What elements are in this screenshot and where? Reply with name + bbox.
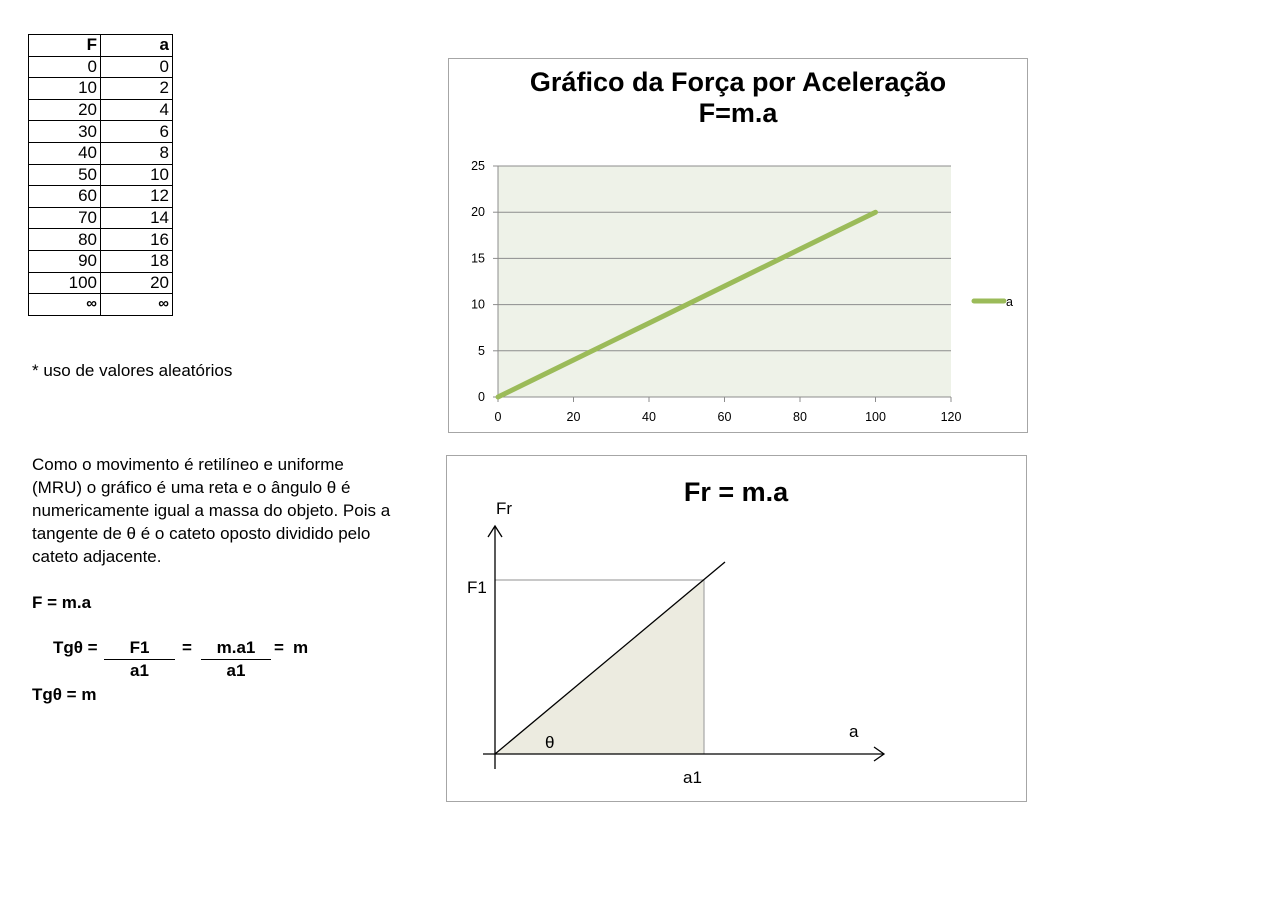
table-row [29,207,173,229]
cell-f: 100 [29,272,101,294]
cell-f: 50 [29,164,101,186]
cell-a: 8 [101,142,173,164]
x-tick-label: 40 [642,410,656,424]
table-row [29,78,173,100]
x-tick-label: 0 [494,410,502,424]
fraction-ma1-a1 [201,638,271,682]
cell-f: 30 [29,121,101,143]
formula-main: F = m.a [32,593,92,612]
fraction-denominator: a1 [226,661,246,680]
cell-f: 90 [29,250,101,272]
cell-f: 20 [29,99,101,121]
legend-label: a [1006,295,1013,309]
data-table [28,34,173,316]
column-header-a: a [101,35,173,57]
table-row [29,164,173,186]
cell-f: 10 [29,78,101,100]
note-random-values: * uso de valores aleatórios [32,361,233,380]
f1-label: F1 [467,578,487,597]
y-tick-label: 20 [471,205,485,220]
fraction-numerator: m.a1 [201,638,271,660]
table-row [29,272,173,294]
chart-title: Gráfico da Força por Aceleração [529,67,947,97]
force-diagram [446,455,1027,802]
x-tick-label: 60 [717,410,732,424]
table-body [29,56,173,315]
equals-sign: = [274,638,284,657]
force-acceleration-chart [448,58,1028,433]
table-row [29,142,173,164]
tg-label: Tgθ = [53,638,98,657]
cell-a: 18 [101,250,173,272]
cell-a: ∞ [101,294,173,316]
cell-f: 0 [29,56,101,78]
y-tick-label: 0 [478,390,485,404]
explanation-paragraph: Como o movimento é retilíneo e uniforme (MRU) o gráfico é uma reta e o ângulo θ é numericamente igual a massa do objeto. Pois a tangente de θ é o cateto oposto dividido pelo cateto adjacente. [32,455,391,566]
table-header-row [29,35,173,57]
table-row [29,229,173,251]
y-tick-label: 25 [471,159,485,173]
cell-f: 40 [29,142,101,164]
cell-f: 60 [29,186,101,208]
fraction-denominator: a1 [130,661,149,680]
table-row [29,121,173,143]
diagram-title: Fr = m.a [683,477,789,507]
y-tick-label: 15 [471,251,485,266]
cell-a: 10 [101,164,173,186]
x-tick-label: 100 [865,410,886,424]
equals-sign: = [182,638,192,657]
cell-a: 4 [101,99,173,121]
fraction-f1-a1 [104,638,175,682]
cell-a: 20 [101,272,173,294]
fraction-numerator: F1 [104,638,175,660]
cell-f: 70 [29,207,101,229]
x-tick-label: 80 [793,410,807,424]
formula-result: m [293,638,309,657]
x-tick-label: 20 [566,410,581,424]
cell-f: ∞ [29,294,101,316]
table-row [29,294,173,316]
table-row [29,186,173,208]
angle-label: θ [545,733,555,752]
cell-f: 80 [29,229,101,251]
chart-subtitle: F=m.a [698,98,778,128]
table-row [29,56,173,78]
cell-a: 14 [101,207,173,229]
diagram-svg [447,456,1025,800]
table-row [29,250,173,272]
cell-a: 0 [101,56,173,78]
y-tick-label: 10 [471,297,485,312]
cell-a: 12 [101,186,173,208]
x-tick-label: 120 [940,410,962,424]
a1-label: a1 [683,768,702,787]
y-axis-label: Fr [496,499,513,518]
column-header-f: F [29,35,101,57]
y-tick-label: 5 [478,343,485,358]
x-axis-label: a [849,722,859,741]
cell-a: 6 [101,121,173,143]
table-row [29,99,173,121]
cell-a: 2 [101,78,173,100]
formula-final: Tgθ = m [32,685,97,704]
chart-plot [449,59,1026,431]
cell-a: 16 [101,229,173,251]
